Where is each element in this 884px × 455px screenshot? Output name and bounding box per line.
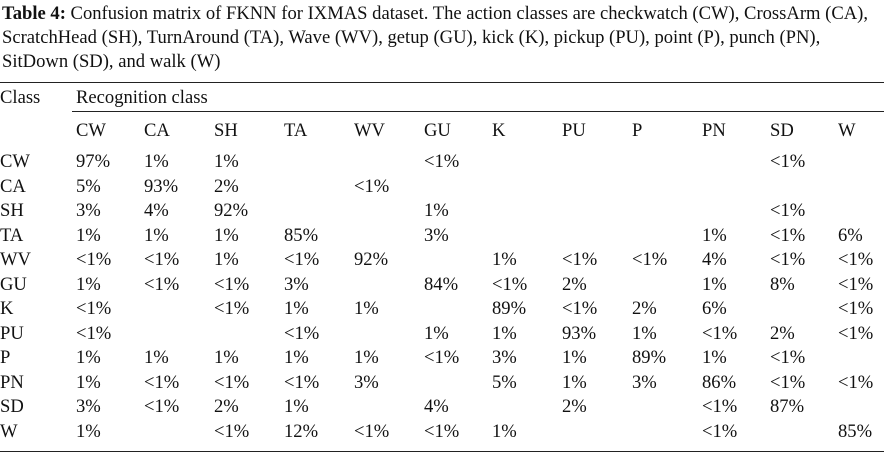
- matrix-cell: [424, 297, 492, 322]
- matrix-cell: 1%: [354, 298, 379, 320]
- matrix-cell: 2%: [562, 396, 587, 418]
- table-row: [0, 224, 884, 249]
- row-label: K: [0, 298, 14, 320]
- caption-text: Confusion matrix of FKNN for IXMAS dataset. The action classes are checkwatch (CW), CrossArm (CA), ScratchHead (SH), TurnAround (TA), Wave (WV), getup (GU), kick (K), pickup (PU), point (P), punch (PN), SitDown (SD), and walk (W): [2, 3, 868, 72]
- matrix-cell: [144, 420, 214, 445]
- matrix-cell: [354, 150, 424, 175]
- matrix-cell: [702, 199, 770, 224]
- row-label: W: [0, 420, 18, 442]
- matrix-cell: [838, 346, 884, 371]
- matrix-cell: [838, 150, 884, 175]
- diagonal-cell: 85%: [838, 420, 873, 442]
- matrix-cell: <1%: [354, 420, 390, 442]
- matrix-cell: <1%: [838, 298, 874, 320]
- table-row: [0, 150, 884, 175]
- matrix-cell: [562, 150, 632, 175]
- header-row-2: [0, 112, 884, 150]
- matrix-cell: [492, 150, 562, 175]
- header-row-1: [0, 84, 884, 112]
- matrix-cell: [632, 395, 702, 420]
- matrix-cell: 2%: [214, 175, 239, 197]
- matrix-cell: <1%: [770, 200, 806, 222]
- matrix-cell: [770, 297, 838, 322]
- matrix-cell: <1%: [562, 249, 598, 271]
- matrix-cell: 2%: [214, 396, 239, 418]
- diagonal-cell: 85%: [284, 224, 319, 246]
- matrix-cell: <1%: [284, 322, 320, 344]
- table-caption: [2, 2, 882, 74]
- matrix-cell: 8%: [770, 273, 795, 295]
- matrix-cell: [354, 273, 424, 298]
- matrix-cell: [632, 199, 702, 224]
- matrix-cell: [354, 224, 424, 249]
- row-label: CW: [0, 151, 30, 173]
- matrix-cell: 6%: [838, 224, 863, 246]
- matrix-cell: <1%: [838, 371, 874, 393]
- table-row: [0, 199, 884, 224]
- diagonal-cell: 92%: [354, 249, 389, 271]
- table-number: Table 4:: [2, 3, 66, 24]
- matrix-cell: 1%: [562, 371, 587, 393]
- column-header-ta: TA: [284, 120, 308, 141]
- matrix-cell: 3%: [284, 273, 309, 295]
- column-header-gu: GU: [424, 120, 451, 141]
- matrix-cell: <1%: [144, 371, 180, 393]
- matrix-cell: 1%: [424, 200, 449, 222]
- matrix-cell: [492, 199, 562, 224]
- table-row: [0, 248, 884, 273]
- matrix-cell: 1%: [632, 322, 657, 344]
- matrix-cell: <1%: [702, 396, 738, 418]
- matrix-cell: <1%: [76, 322, 112, 344]
- matrix-cell: <1%: [144, 249, 180, 271]
- matrix-cell: [354, 199, 424, 224]
- matrix-cell: [838, 175, 884, 200]
- matrix-cell: 1%: [702, 347, 727, 369]
- table-row: [0, 371, 884, 396]
- matrix-cell: 5%: [492, 371, 517, 393]
- matrix-cell: 1%: [424, 322, 449, 344]
- diagonal-cell: 89%: [492, 298, 527, 320]
- table-row: [0, 322, 884, 347]
- matrix-cell: [144, 297, 214, 322]
- matrix-cell: <1%: [284, 249, 320, 271]
- matrix-cell: <1%: [770, 371, 806, 393]
- matrix-cell: [492, 224, 562, 249]
- matrix-cell: <1%: [354, 175, 390, 197]
- matrix-cell: <1%: [214, 420, 250, 442]
- matrix-cell: 1%: [702, 273, 727, 295]
- matrix-cell: 4%: [424, 396, 449, 418]
- matrix-cell: 2%: [632, 298, 657, 320]
- column-header-sh: SH: [214, 120, 238, 141]
- row-label: GU: [0, 273, 27, 295]
- diagonal-cell: 93%: [562, 322, 597, 344]
- matrix-cell: <1%: [424, 420, 460, 442]
- matrix-cell: 1%: [76, 273, 101, 295]
- table-row: [0, 395, 884, 420]
- matrix-cell: 1%: [492, 322, 517, 344]
- table-row: [0, 175, 884, 200]
- matrix-cell: <1%: [770, 347, 806, 369]
- matrix-cell: <1%: [770, 249, 806, 271]
- matrix-cell: 3%: [76, 200, 101, 222]
- class-header: Class: [0, 87, 41, 108]
- matrix-cell: 4%: [702, 249, 727, 271]
- matrix-cell: 1%: [214, 224, 239, 246]
- matrix-cell: 1%: [702, 224, 727, 246]
- matrix-cell: [354, 395, 424, 420]
- matrix-cell: [702, 175, 770, 200]
- matrix-cell: <1%: [214, 273, 250, 295]
- matrix-cell: [632, 175, 702, 200]
- matrix-cell: 2%: [770, 322, 795, 344]
- matrix-cell: 1%: [284, 396, 309, 418]
- recognition-class-header: Recognition class: [76, 87, 208, 108]
- column-header-k: K: [492, 120, 506, 141]
- matrix-cell: [838, 395, 884, 420]
- matrix-cell: [632, 420, 702, 445]
- matrix-cell: <1%: [76, 249, 112, 271]
- matrix-cell: [838, 199, 884, 224]
- matrix-cell: 3%: [354, 371, 379, 393]
- table-row: [0, 297, 884, 322]
- diagonal-cell: 84%: [424, 273, 459, 295]
- top-rule: [0, 82, 884, 83]
- column-header-pu: PU: [562, 120, 586, 141]
- matrix-cell: <1%: [492, 273, 528, 295]
- matrix-cell: [632, 273, 702, 298]
- diagonal-cell: 93%: [144, 175, 179, 197]
- matrix-cell: <1%: [632, 249, 668, 271]
- row-label: PN: [0, 371, 24, 393]
- row-label: WV: [0, 249, 31, 271]
- matrix-cell: 1%: [354, 347, 379, 369]
- matrix-cell: 3%: [492, 347, 517, 369]
- column-header-w: W: [838, 120, 856, 141]
- matrix-cell: <1%: [284, 371, 320, 393]
- matrix-cell: 1%: [562, 347, 587, 369]
- matrix-cell: [562, 199, 632, 224]
- matrix-cell: 3%: [632, 371, 657, 393]
- matrix-cell: [562, 175, 632, 200]
- matrix-cell: 3%: [76, 396, 101, 418]
- row-label: TA: [0, 224, 24, 246]
- diagonal-cell: 97%: [76, 151, 111, 173]
- matrix-cell: [770, 175, 838, 200]
- matrix-cell: 3%: [424, 224, 449, 246]
- matrix-cell: <1%: [214, 298, 250, 320]
- column-header-pn: PN: [702, 120, 726, 141]
- matrix-cell: [702, 150, 770, 175]
- matrix-cell: [284, 150, 354, 175]
- matrix-cell: 1%: [76, 347, 101, 369]
- table-row: [0, 420, 884, 445]
- bottom-rule: [0, 451, 884, 452]
- matrix-cell: <1%: [562, 298, 598, 320]
- matrix-cell: [492, 175, 562, 200]
- matrix-cell: 12%: [284, 420, 319, 442]
- matrix-cell: [284, 199, 354, 224]
- table-row: [0, 346, 884, 371]
- matrix-cell: <1%: [838, 322, 874, 344]
- matrix-cell: 1%: [284, 298, 309, 320]
- row-label: PU: [0, 322, 24, 344]
- matrix-cell: [562, 224, 632, 249]
- matrix-cell: [632, 150, 702, 175]
- matrix-cell: 1%: [144, 347, 169, 369]
- matrix-cell: [424, 248, 492, 273]
- row-label: CA: [0, 175, 26, 197]
- matrix-cell: 1%: [214, 347, 239, 369]
- matrix-cell: [424, 175, 492, 200]
- matrix-cell: [284, 175, 354, 200]
- matrix-cell: [144, 322, 214, 347]
- matrix-cell: 6%: [702, 298, 727, 320]
- matrix-cell: 2%: [562, 273, 587, 295]
- diagonal-cell: 89%: [632, 347, 667, 369]
- row-label: P: [0, 347, 11, 369]
- matrix-cell: 1%: [144, 151, 169, 173]
- column-header-wv: WV: [354, 120, 385, 141]
- matrix-cell: <1%: [144, 273, 180, 295]
- matrix-cell: <1%: [838, 249, 874, 271]
- matrix-cell: 1%: [76, 224, 101, 246]
- matrix-cell: <1%: [144, 396, 180, 418]
- matrix-cell: <1%: [838, 273, 874, 295]
- row-label: SH: [0, 200, 24, 222]
- matrix-cell: [770, 420, 838, 445]
- matrix-cell: 1%: [214, 151, 239, 173]
- diagonal-cell: 92%: [214, 200, 249, 222]
- diagonal-cell: 86%: [702, 371, 737, 393]
- matrix-cell: 1%: [492, 249, 517, 271]
- matrix-cell: [632, 224, 702, 249]
- matrix-cell: 4%: [144, 200, 169, 222]
- row-label: SD: [0, 396, 24, 418]
- matrix-cell: <1%: [702, 322, 738, 344]
- matrix-cell: <1%: [770, 151, 806, 173]
- matrix-cell: 1%: [492, 420, 517, 442]
- matrix-cell: 5%: [76, 175, 101, 197]
- matrix-cell: <1%: [424, 151, 460, 173]
- matrix-cell: <1%: [702, 420, 738, 442]
- matrix-cell: 1%: [76, 420, 101, 442]
- matrix-cell: [214, 322, 284, 347]
- empty-corner-cell: [0, 112, 76, 150]
- column-header-sd: SD: [770, 120, 794, 141]
- confusion-matrix-table: [0, 84, 884, 444]
- matrix-cell: 1%: [76, 371, 101, 393]
- matrix-cell: [424, 371, 492, 396]
- column-header-p: P: [632, 120, 643, 141]
- matrix-cell: [562, 420, 632, 445]
- matrix-cell: 1%: [214, 249, 239, 271]
- matrix-cell: 1%: [144, 224, 169, 246]
- matrix-cell: <1%: [424, 347, 460, 369]
- matrix-cell: <1%: [770, 224, 806, 246]
- matrix-cell: [354, 322, 424, 347]
- matrix-cell: <1%: [214, 371, 250, 393]
- column-header-ca: CA: [144, 120, 170, 141]
- matrix-cell: [492, 395, 562, 420]
- table-row: [0, 273, 884, 298]
- matrix-cell: <1%: [76, 298, 112, 320]
- matrix-cell: 1%: [284, 347, 309, 369]
- diagonal-cell: 87%: [770, 396, 805, 418]
- column-header-cw: CW: [76, 120, 106, 141]
